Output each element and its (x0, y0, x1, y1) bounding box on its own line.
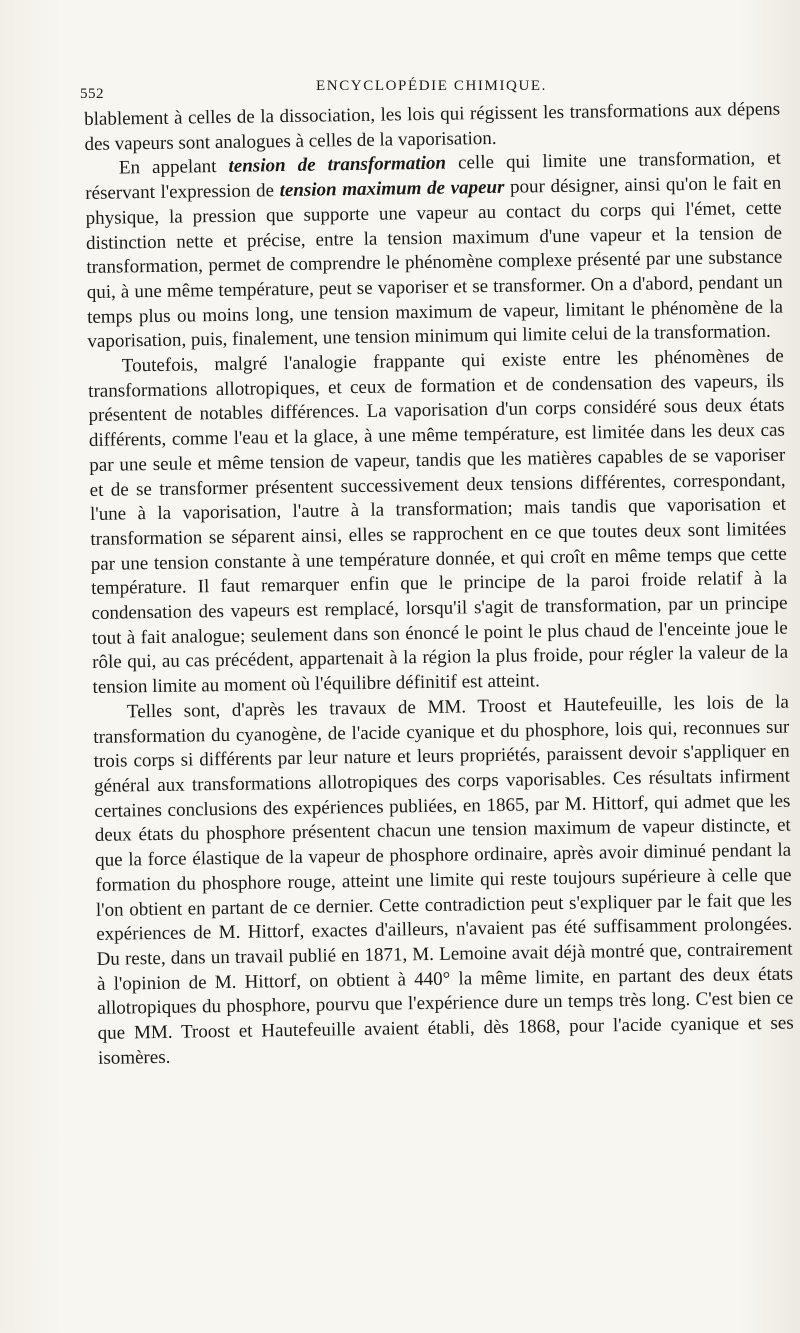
italic-term: tension maximum de vapeur (279, 176, 505, 202)
text-run: celle qui limite une transformation, et réservant l'expression de (85, 148, 781, 205)
paragraph (93, 690, 794, 1071)
text-run: pour désigner, ainsi qu'on le fait en physique, la pression que supporte une vapeur au contact du corps qui l'émet, cette distinction nette et précise, entre la tension maximum d'une vapeur et la tension de transformation, permet de comprendre le phénomène complexe présenté par une substance qui, à une même température, peut se vaporiser et se transformer. On a d'abord, pendant un temps plus ou moins long, une tension maximum de vapeur, limitant le phénomène de la vaporisation, puis, finalement, une tension minimum qui limite celui de la transformation. (85, 172, 784, 353)
text-run: En appelant (118, 156, 229, 179)
text-run: Toutefois, malgré l'analogie frappante qui existe entre les phénomènes de transformations allotropiques, et ceux de formation et de condensation des vapeurs, ils présentent de notables différences. La vaporisation d'un corps considéré sous deux états différents, comme l'eau et la glace, à une même température, est limitée dans les deux cas par une seule et même tension de vapeur, tandis que les matières capables de se vaporiser et de se transformer présentent successivement deux tensions différentes, correspondant, l'une à la vaporisation, l'autre à la transformation; mais tandis que vaporisation et transformation se séparent ainsi, elles se rapprochent en ce que toutes deux sont limitées par une tension constante à une température donnée, et qui croît en même temps que cette température. Il faut remarquer enfin que le principe de la paroi froide relatif à la condensation des vapeurs est remplacé, lorsqu'il s'agit de transformation, par un principe tout à fait analogue; seulement dans son énoncé le point le plus chaud de l'enceinte joue le rôle qui, au cas précédent, appartenait à la région la plus froide, pour régler la valeur de la tension limite au moment où l'équilibre définitif est atteint. (88, 345, 789, 699)
text-run: blablement à celles de la dissociation, les lois qui régissent les transformations aux dépens des vapeurs sont analogues à celles de la vaporisation. (84, 98, 781, 155)
body-text (84, 98, 794, 1072)
text-run: Telles sont, d'après les travaux de MM. Troost et Hautefeuille, les lois de la transformation du cyanogène, de l'acide cyanique et du phosphore, lois qui, reconnues sur trois corps si différents par leur nature et leurs propriétés, paraissent devoir s'appliquer en général aux transformations allotropiques des corps vaporisables. Ces résultats infirment certaines conclusions des expériences publiées, en 1865, par M. Hittorf, qui admet que les deux états du phosphore présentent chacun une tension maximum de vapeur distincte, et que la force élastique de la vapeur de phosphore ordinaire, après avoir diminué pendant la formation du phosphore rouge, atteint une limite qui reste toujours supérieure à celle que l'on obtient en partant de ce dernier. Cette contradiction peut s'expliquer par le fait que les expériences de M. Hittorf, exactes d'ailleurs, n'avaient pas été suffisamment prolongées. Du reste, dans un travail publié en 1871, M. Lemoine avait déjà montré que, contrairement à l'opinion de M. Hittorf, on obtient à 440° la même limite, en partant des deux états allotropiques du phosphore, pourvu que l'expérience dure un temps très long. C'est bien ce que MM. Troost et Hautefeuille avaient établi, dès 1868, pour l'acide cyanique et ses isomères. (93, 691, 794, 1069)
paragraph (88, 345, 789, 701)
paragraph (85, 147, 784, 355)
running-head: ENCYCLOPÉDIE CHIMIQUE. (316, 78, 548, 94)
italic-term: tension de transformation (228, 153, 447, 178)
page-number: 552 (80, 86, 104, 102)
